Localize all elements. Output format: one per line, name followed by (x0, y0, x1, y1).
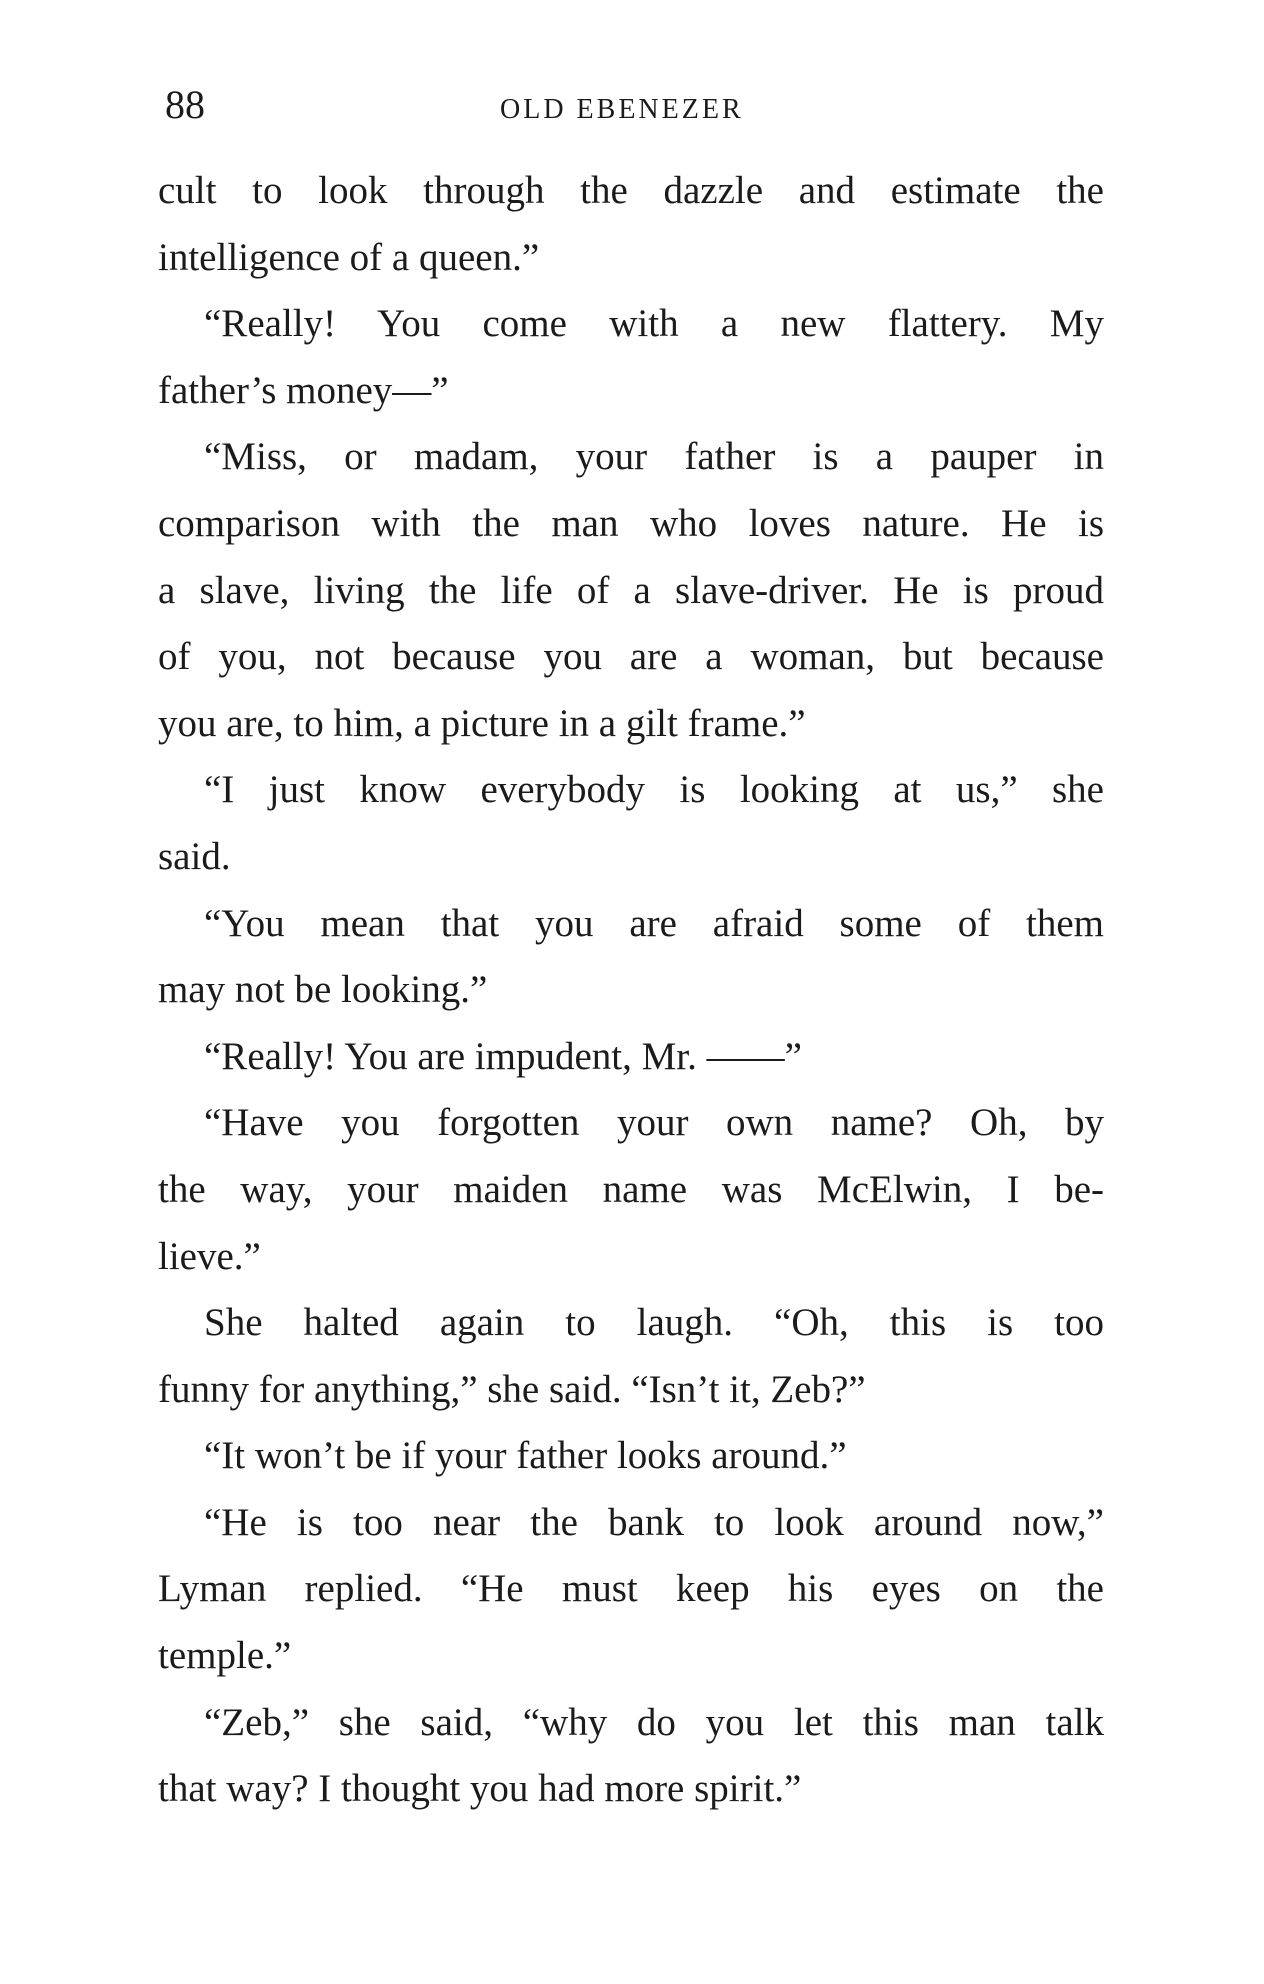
text-line: funny for anything,” she said. “Isn’t it, Zeb?” (158, 1367, 866, 1411)
text-line: temple.” (158, 1634, 292, 1678)
text-line: cult to look through the dazzle and estimate the (158, 169, 1104, 212)
text-line: may not be looking.” (158, 968, 488, 1012)
text-line: said. (158, 834, 231, 878)
page-number: 88 (165, 82, 205, 127)
text-line: “Really! You are impudent, Mr. ——” (204, 1034, 802, 1078)
body-text (158, 158, 1104, 1823)
text-line: “I just know everybody is looking at us,” she (204, 768, 1104, 812)
text-line: “You mean that you are afraid some of them (204, 901, 1104, 945)
text-line: “He is too near the bank to look around now,” (204, 1500, 1104, 1544)
text-line: “Zeb,” she said, “why do you let this man talk (204, 1700, 1104, 1744)
text-line: “Have you forgotten your own name? Oh, by (204, 1101, 1104, 1145)
text-line: intelligence of a queen.” (158, 235, 540, 279)
text-line: comparison with the man who loves nature. He is (158, 501, 1104, 545)
running-title: OLD EBENEZER (500, 94, 744, 125)
text-line: father’s money—” (158, 368, 449, 412)
text-line: Lyman replied. “He must keep his eyes on the (158, 1567, 1104, 1611)
text-line: a slave, living the life of a slave-driver. He is proud (158, 568, 1104, 612)
text-line: lieve.” (158, 1234, 261, 1278)
text-line: that way? I thought you had more spirit.” (158, 1767, 802, 1811)
running-head (165, 80, 1105, 130)
text-line: of you, not because you are a woman, but because (158, 635, 1104, 679)
text-line: She halted again to laugh. “Oh, this is too (204, 1301, 1104, 1345)
text-line: “It won’t be if your father looks around.” (204, 1434, 847, 1478)
text-line: “Really! You come with a new flattery. My (204, 302, 1104, 346)
text-line: you are, to him, a picture in a gilt frame.” (158, 701, 806, 745)
text-line: the way, your maiden name was McElwin, I be- (158, 1167, 1104, 1211)
text-line: “Miss, or madam, your father is a pauper in (204, 435, 1104, 479)
